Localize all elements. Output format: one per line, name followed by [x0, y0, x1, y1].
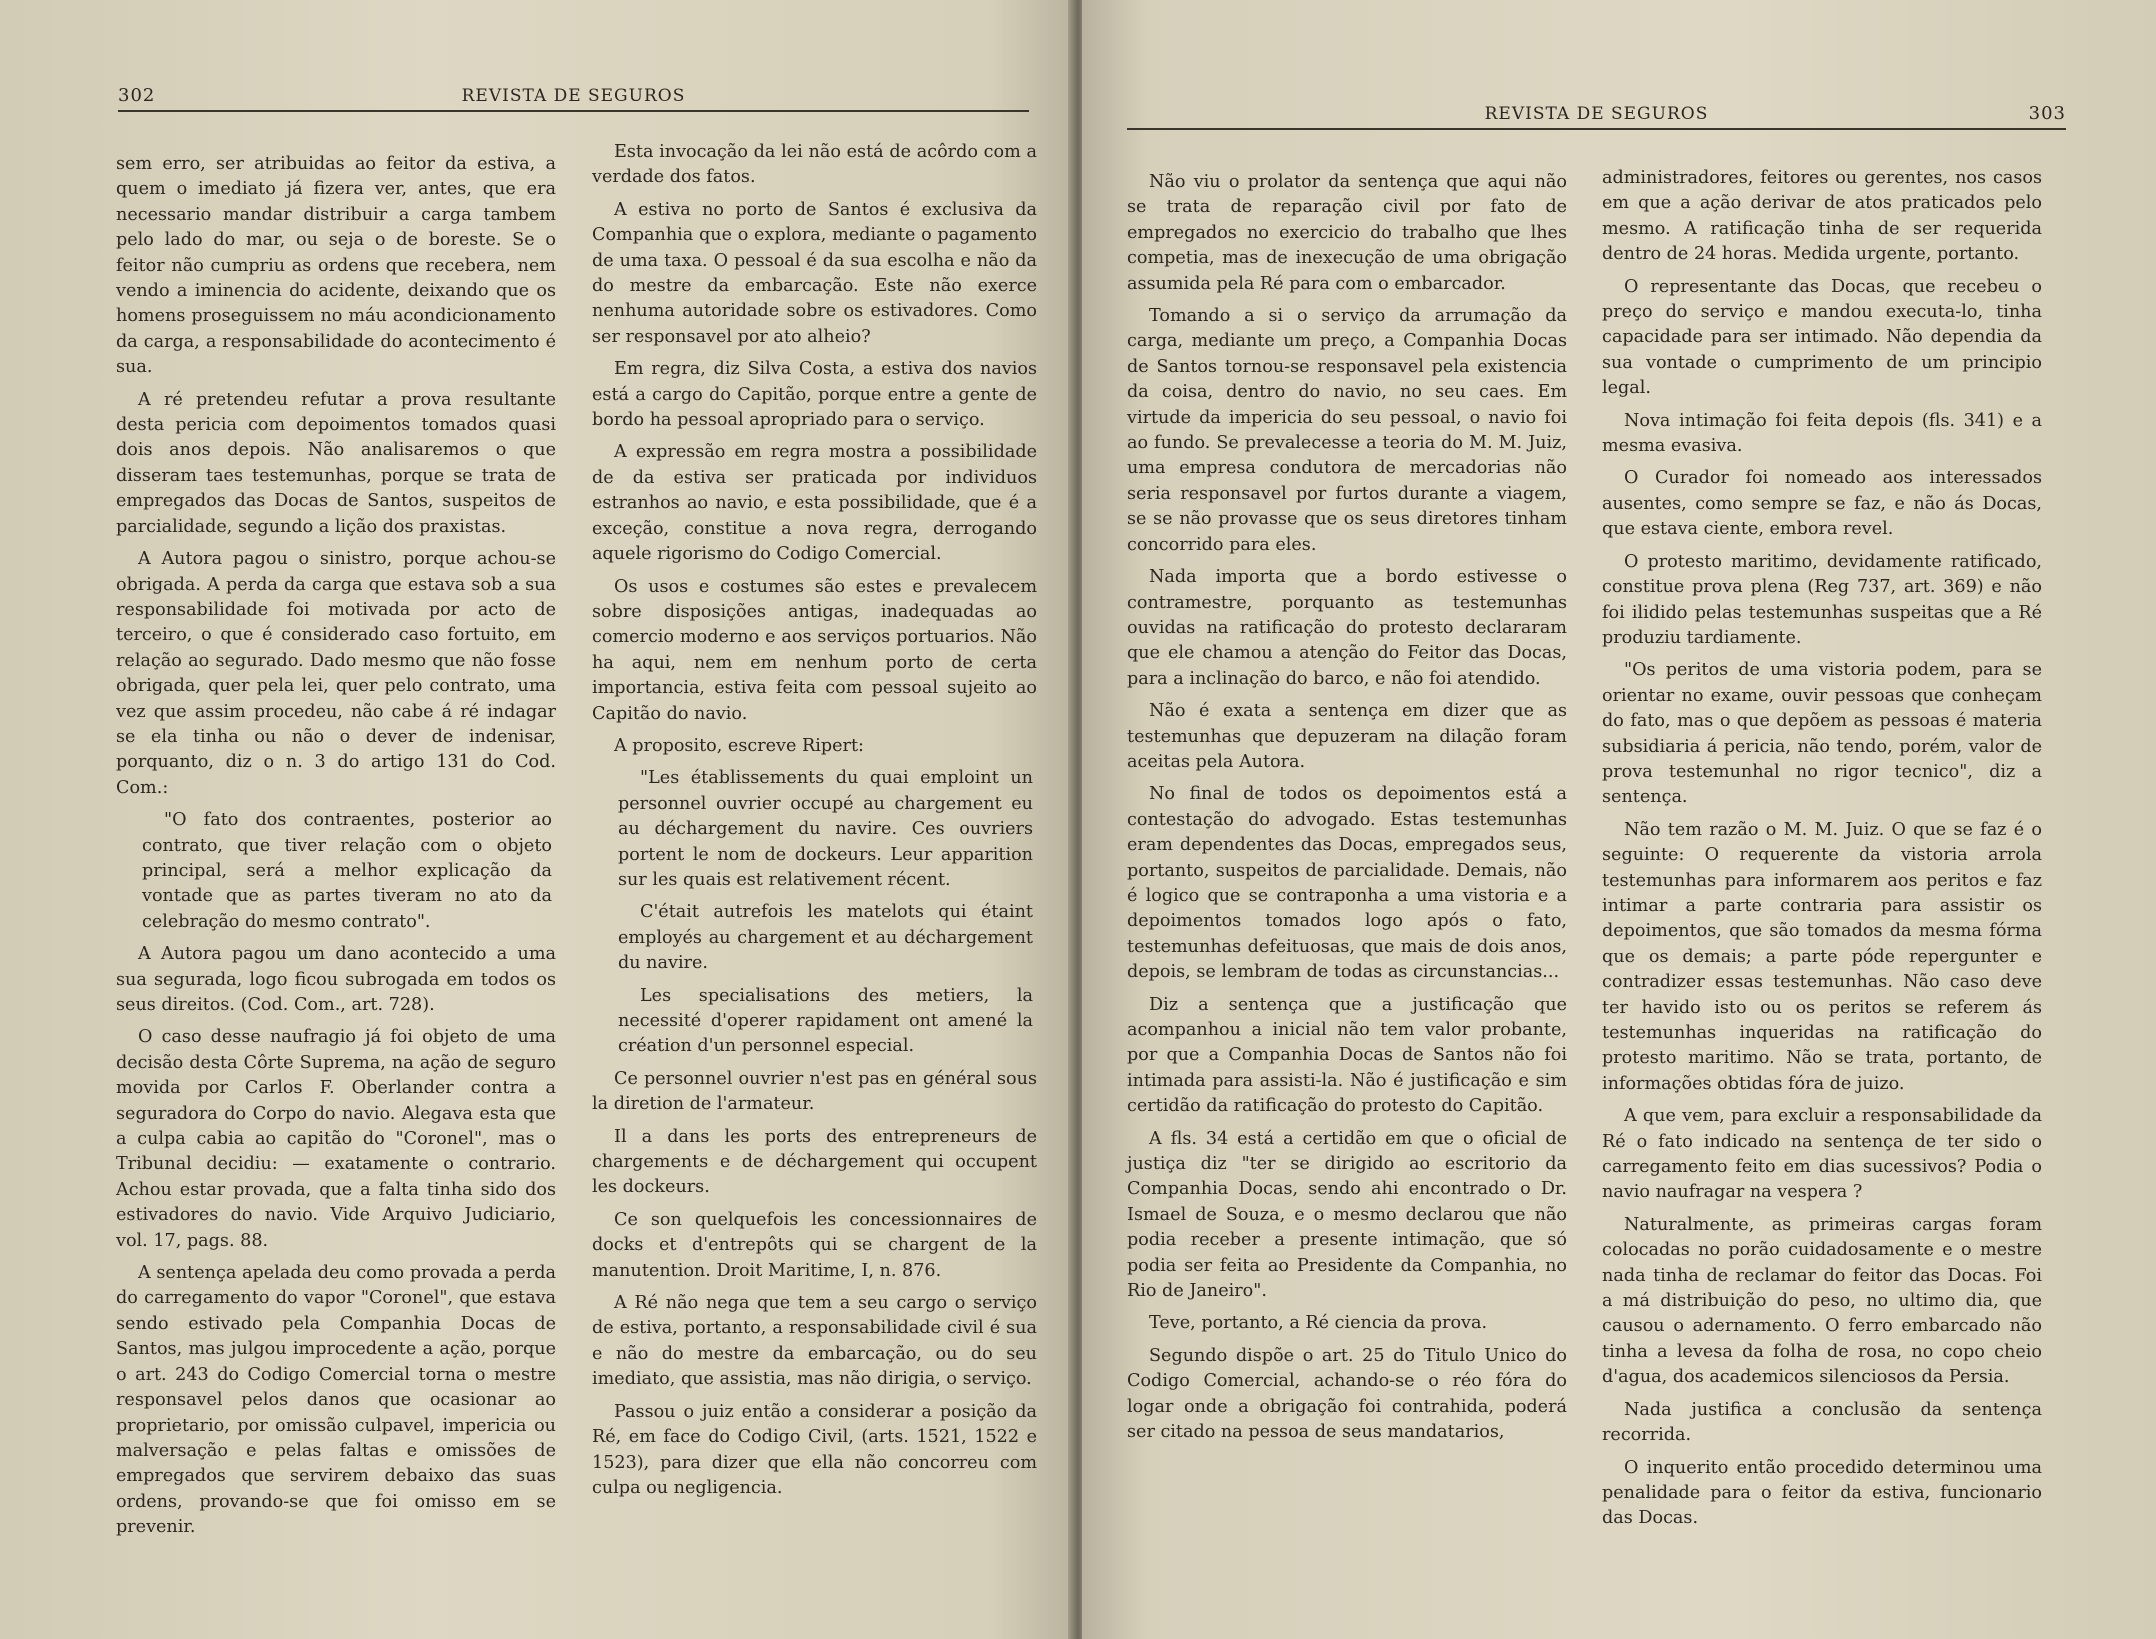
paragraph: Nova intimação foi feita depois (fls. 341) e a mesma evasiva. — [1602, 410, 2042, 457]
paragraph: Não tem razão o M. M. Juiz. O que se faz é o seguinte: O requerente da vistoria arrola testemunhas para informarem aos peritos e faz intimar a parte contraria para assistir os depoimentos, que são tomados da mesma fórma que os demais; a parte póde repergunter e contradizer essas testemunhas. Não caso deve ter havido isto ou os peritos se referem ás testemunhas inqueridas na ratificação do protesto maritimo. Não se trata, portanto, de informações obtidas fóra de juizo. — [1602, 819, 2042, 1094]
journal-title: REVISTA DE SEGUROS — [1484, 104, 1709, 124]
paragraph: A ré pretendeu refutar a prova resultante desta pericia com depoimentos tomados quasi dois anos depois. Não analisaremos o que disseram taes testemunhas, porque se trata de empregados das Docas de Santos, suspeitos de parcialidade, segundo a lição dos praxistas. — [116, 389, 556, 537]
paragraph: Esta invocação da lei não está de acôrdo com a verdade dos fatos. — [592, 142, 1037, 188]
text-column-2 — [1602, 166, 2042, 1539]
paragraph: O Curador foi nomeado aos interessados ausentes, como sempre se faz, e não ás Docas, que estava ciente, embora revel. — [1602, 468, 2042, 540]
page-number: 302 — [118, 85, 156, 106]
paragraph: Não é exata a sentença em dizer que as testemunhas que depuzeram na dilação foram aceitas pela Autora. — [1127, 701, 1567, 772]
paragraph: Diz a sentença que a justificação que acompanhou a inicial não tem valor probante, por que a Companhia Docas de Santos não foi intimada para assisti-la. Não é justificação e sim certidão da ratificação do protesto do Capitão. — [1127, 994, 1567, 1117]
paragraph: A fls. 34 está a certidão em que o oficial de justiça diz "ter se dirigido ao escritorio da Companhia Docas, sendo ahi encontrado o Dr. Ismael de Souza, e o mesmo declarou que não podia receber a presente intimação, que só podia ser feita ao Presidente da Companhia, no Rio de Janeiro". — [1127, 1128, 1567, 1302]
quotation: Les specialisations des metiers, la necessité d'operer rapidament ont amené la création d'un personnel especial. — [618, 985, 1033, 1057]
paragraph: No final de todos os depoimentos está a contestação do advogado. Estas testemunhas eram dependentes das Docas, empregados seus, portanto, suspeitos de parcialidade. Demais, não é logico que se contraponha a uma vistoria e a depoimentos tomados logo após o fato, testemunhas defeituosas, que mais de dois anos, depois, se lembram de todas as circunstancias... — [1127, 784, 1567, 983]
quotation: C'était autrefois les matelots qui étaint employés au chargement et au déchargement du navire. — [618, 902, 1033, 974]
paragraph: A Autora pagou um dano acontecido a uma sua segurada, logo ficou subrogada em todos os seus direitos. (Cod. Com., art. 728). — [116, 944, 556, 1015]
paragraph: Ce personnel ouvrier n'est pas en général sous la diretion de l'armateur. — [592, 1068, 1037, 1115]
paragraph: Naturalmente, as primeiras cargas foram colocadas no porão cuidadosamente e o mestre nada tinha de reclamar do feitor das Docas. Foi a má distribuição do peso, no ultimo dia, que causou o adernamento. O ferro embarcado não tinha a levesa da folha de rosa, no copo cheio d'agua, dos academicos silenciosos da Persia. — [1602, 1214, 2042, 1388]
page-number: 303 — [2028, 103, 2066, 124]
running-head — [118, 82, 1029, 112]
paragraph: A proposito, escreve Ripert: — [614, 735, 864, 756]
paragraph: A que vem, para excluir a responsabilidade da Ré o fato indicado na sentença de ter sido o carregamento feito em dias sucessivos? Podia o navio naufragar na vespera ? — [1602, 1106, 2042, 1203]
paragraph: O representante das Docas, que recebeu o preço do serviço e mandou executa-lo, tinha capacidade para ser intimado. Não dependia da sua vontade o cumprimento de um principio legal. — [1602, 276, 2042, 399]
paragraph: Segundo dispõe o art. 25 do Titulo Unico do Codigo Comercial, achando-se o réo fóra do logar onde a obrigação foi contrahida, poderá ser citado na pessoa de seus mandatarios, — [1127, 1345, 1567, 1443]
paragraph: Nada importa que a bordo estivesse o contramestre, porquanto as testemunhas ouvidas na ratificação do protesto declararam que ele chamou a atenção do Feitor das Docas, para a inclinação do barco, e não foi atendido. — [1127, 567, 1567, 689]
right-page — [1082, 0, 2156, 1639]
paragraph: O inquerito então procedido determinou uma penalidade para o feitor da estiva, funcionario das Docas. — [1602, 1457, 2042, 1529]
journal-title: REVISTA DE SEGUROS — [461, 86, 686, 106]
paragraph: A Autora pagou o sinistro, porque achou-se obrigada. A perda da carga que estava sob a sua responsabilidade foi motivada por acto de terceiro, o que é considerado caso fortuito, em relação ao segurado. Dado mesmo que não fosse obrigada, quer pela lei, quer pelo contrato, uma vez que assim procedeu, não cabe á ré indagar se ela tinha ou não o dever de indenisar, porquanto, diz o n. 3 do artigo 131 do Cod. Com.: — [116, 549, 556, 798]
paragraph: A estiva no porto de Santos é exclusiva da Companhia que o explora, mediante o pagamento de uma taxa. O pessoal é da sua escolha e não da do mestre da embarcação. Este não exerce nenhuma autoridade sobre os estivadores. Como ser responsavel por ato alheio? — [592, 199, 1037, 347]
paragraph: A Ré não nega que tem a seu cargo o serviço de estiva, portanto, a responsabilidade civil é sua e não do mestre da embarcação, ou do seu imediato, que assistia, mas não dirigia, o serviço. — [592, 1293, 1037, 1390]
paragraph: Ce son quelquefois les concessionnaires de docks et d'entrepôts qui se chargent de la manutention. Droit Maritime, I, n. 876. — [592, 1209, 1037, 1281]
paragraph: A sentença apelada deu como provada a perda do carregamento do vapor "Coronel", que estava sendo estivado pela Companhia Docas de Santos, mas julgou improcedente a ação, porque o art. 243 do Codigo Comercial torna o mestre responsavel pelos danos que ocasionar ao proprietario, por omissão culpavel, impericia ou malversação e pelas faltas e omissões de empregados que servirem debaixo das suas ordens, provando-se que foi omisso em se prevenir. — [116, 1263, 556, 1538]
text-column-1 — [1127, 170, 1567, 1453]
paragraph: O caso desse naufragio já foi objeto de uma decisão desta Côrte Suprema, na ação de seguro movida por Carlos F. Oberlander contra a seguradora do Corpo do navio. Alegava esta que a culpa cabia ao capitão do "Coronel", mas o Tribunal decidiu: — exatamente o contrario. Achou estar provada, que a falta tinha sido dos estivadores do navio. Vide Arquivo Judiciario, vol. 17, pags. 88. — [116, 1027, 556, 1251]
paragraph: A expressão em regra mostra a possibilidade de da estiva ser praticada por individuos estranhos ao navio, e esta possibilidade, que é a exceção, constitue a nova regra, derrogando aquele rigorismo do Codigo Comercial. — [592, 442, 1037, 565]
paragraph: Tomando a si o serviço da arrumação da carga, mediante um preço, a Companhia Docas de Santos tornou-se responsavel pela existencia da coisa, dentro do navio, no seu caes. Em virtude da impericia do seu pessoal, o navio foi ao fundo. Se prevalecesse a teoria do M. M. Juiz, uma empresa condutora de mercadorias não seria responsavel por furtos durante a viagem, se se não provasse que os seus diretores tinham concorrido para eles. — [1127, 306, 1567, 555]
paragraph: administradores, feitores ou gerentes, nos casos em que a ação derivar de atos praticados pelo mesmo. A ratificação tinha de ser requerida dentro de 24 horas. Medida urgente, portanto. — [1602, 168, 2042, 265]
paragraph: Il a dans les ports des entrepreneurs de chargements e de déchargement qui occupent les dockeurs. — [592, 1126, 1037, 1198]
paragraph: Os usos e costumes são estes e prevalecem sobre disposições antigas, inadequadas ao comercio moderno e aos serviços portuarios. Não ha aqui, nem em nenhum porto de certa importancia, estiva feita com pessoal sujeito ao Capitão do navio. — [592, 576, 1037, 724]
paragraph: "Os peritos de uma vistoria podem, para se orientar no exame, ouvir pessoas que conheçam do fato, mas o que depõem as pessoas é materia subsidiaria á pericia, não tendo, porém, valor de prova testemunhal no rigor tecnico", diz a sentença. — [1602, 660, 2042, 808]
running-head — [1127, 100, 2066, 130]
paragraph: Não viu o prolator da sentença que aqui não se trata de reparação civil por fato de empregados no exercicio do trabalho que lhes competia, mas de inexecução de uma obrigação assumida pela Ré para com o embarcador. — [1127, 172, 1567, 294]
left-page — [0, 0, 1074, 1639]
paragraph: Em regra, diz Silva Costa, a estiva dos navios está a cargo do Capitão, porque entre a gente de bordo ha pessoal apropriado para o serviço. — [592, 359, 1037, 431]
paragraph: Nada justifica a conclusão da sentença recorrida. — [1602, 1399, 2042, 1446]
quotation: "O fato dos contraentes, posterior ao contrato, que tiver relação com o objeto principal, será a melhor explicação da vontade que as partes tiveram no ato da celebração do mesmo contrato". — [142, 810, 552, 932]
text-column-2 — [592, 140, 1037, 1508]
paragraph: Passou o juiz então a considerar a posição da Ré, em face do Codigo Civil, (arts. 1521, 1522 e 1523), para dizer que ella não concorreu com culpa ou negligencia. — [592, 1401, 1037, 1498]
paragraph: O protesto maritimo, devidamente ratificado, constitue prova plena (Reg 737, art. 369) e não foi ilidido pelas testemunhas suspeitas que a Ré produziu tardiamente. — [1602, 551, 2042, 648]
paragraph: sem erro, ser atribuidas ao feitor da estiva, a quem o imediato já fizera ver, antes, que era necessario mandar distribuir a carga tambem pelo lado do mar, ou seja o de boreste. Se o feitor não cumpriu as ordens que recebera, nem vendo a iminencia do acidente, deixando que os homens proseguissem no máu acondicionamento da carga, a responsabilidade do acontecimento é sua. — [116, 154, 556, 378]
quotation: "Les établissements du quai emploint un personnel ouvrier occupé au chargement eu au déchargement du navire. Ces ouvriers portent le nom de dockeurs. Leur apparition sur les quais est relativement récent. — [618, 768, 1033, 890]
paragraph: Teve, portanto, a Ré ciencia da prova. — [1149, 1313, 1488, 1334]
text-column-1 — [116, 152, 556, 1548]
